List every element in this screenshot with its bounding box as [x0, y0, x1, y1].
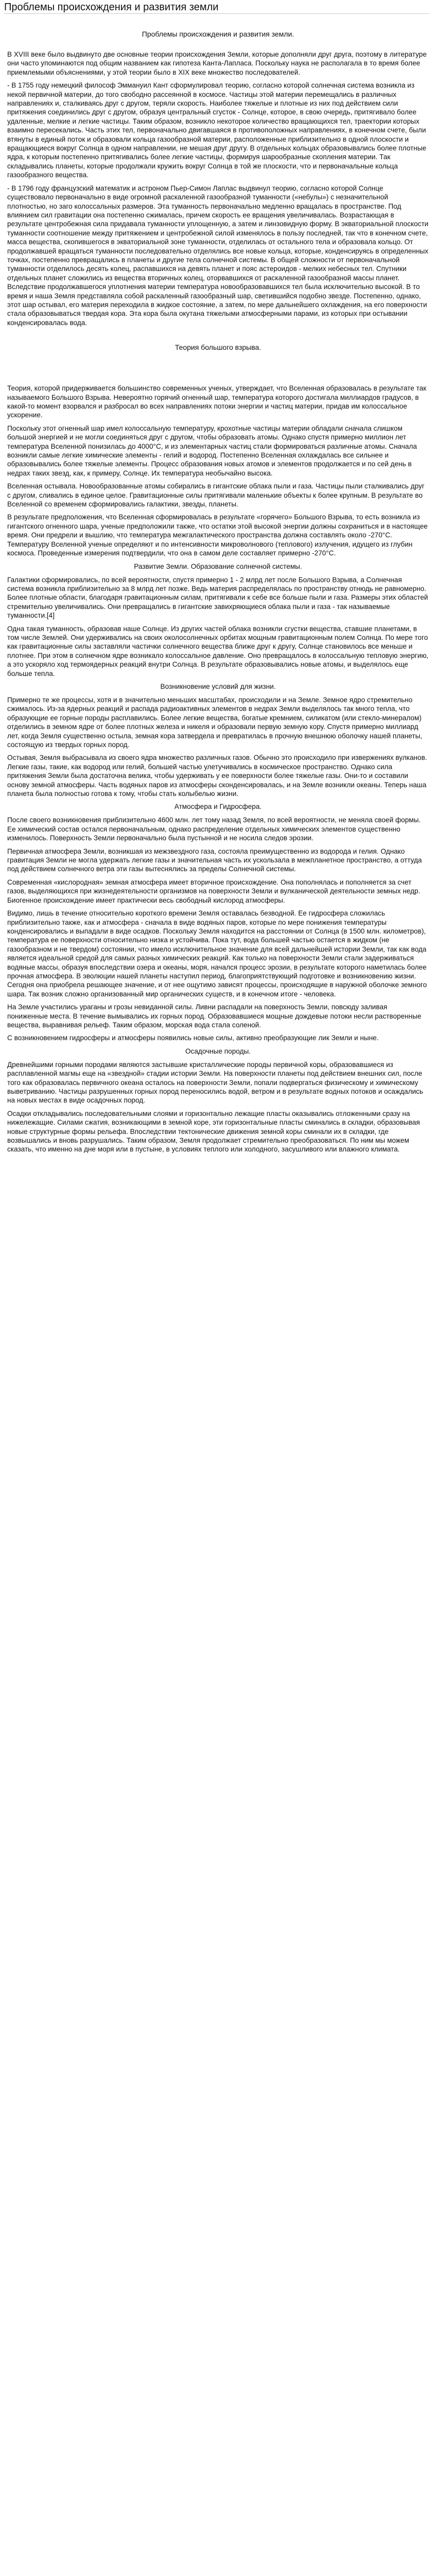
paragraph: Первичная атмосфера Земли, возникшая из межзвездного газа, состояла преимущественно из водорода и гелия. Однако гравитация Земли не могла удержать легкие газы и значительная часть их ускользала в межпланетное пространство, а оттуда под действием солнечного ветра эти газы вытеснялись за пределы Солнечной системы. — [7, 847, 422, 873]
section-origin-theories — [7, 29, 429, 327]
paragraph: Осадки откладывались последовательными слоями и горизонтально лежащие пласты оказывались отложенными сразу на нижележащие. Силами сжатия, возникающими в земной коре, эти горизонтальные пласты сминались в складки, образовывая новые структурные формы рельефа. Впоследствии тектонические движения земной коры сминали их в складки, где возвышались и вновь разрушались. Таким образом, Земля продолжает стремительно преобразоваться. По ним мы можем сказать, что именно на дне моря или в пустыне, в условиях теплого или холодного, засушливого или влажного климата. — [7, 1109, 420, 1154]
page-title: Проблемы происхождения и развития земли — [4, 1, 429, 14]
paragraph: - В 1755 году немецкий философ Эммануил Кант сформулировал теорию, согласно которой солнечная система возникла из некой первичной материи, до того свободно рассеянной в космосе. Частицы этой материи перемещались в различных направлениях и, сталкиваясь друг с другом, теряли скорость. Наиболее тяжелые и плотные из них под действием сили притяжения соединились друг с другом, образуя центральный сгусток - Солнце, которое, в свою очередь, притягивало более удаленные, мелкие и легкие частицы. Таким образом, возникло некоторое количество вращающихся тел, траектории которых взаимно пересекались. Часть этих тел, первоначально двигавшаяся в противоположных направлениях, в конечном счете, были втянуты в единый поток и образовали кольца газообразной материи, расположенные приблизительно в одной плоскости и вращающиеся вокруг Солнца в одном направлении, не мешая друг другу. В отдельных кольцах образовывались более плотные ядра, к которым постепенно притягивались более легкие частицы, формируя шарообразные скопления материи. Так складывались планеты, которые продолжали кружить вокруг Солнца в той же плоскости, что и первоначальные кольца газообразного вещества. — [7, 81, 427, 179]
section-life-conditions — [7, 682, 429, 798]
paragraph: Примерно те же процессы, хотя и в значительно меньших масштабах, происходили и на Земле. Земное ядро стремительно сжималось. Из-за ядерных реакций и распада радиоактивных элементов в недрах Земли выделялось так много тепла, что образующие ее горные породы расплавились. Более легкие вещества, богатые кремнием, силикатом (или стекло-минералом) отделились в земном ядре от более плотных железа и никеля и образовали первую земную кору. Спустя примерно миллиард лет, когда Земля существенно остыла, земная кора затвердела и превратилась в прочную внешнюю оболочку нашей планеты, состоящую из твердых горных пород. — [7, 696, 423, 749]
section-heading: Проблемы происхождения и развития земли. — [142, 30, 294, 38]
paragraph: Галактики сформировались, по всей вероятности, спустя примерно 1 - 2 млрд лет после Большого Взрыва, а Солнечная система возникла приблизительно за 8 млрд лет позже. Ведь материя распределялась по пространству отнюдь не равномерно. Более плотные области, благодаря гравитационным силам, притягивали к себе все больше пыли и газа. Размеры этих областей стремительно увеличивались. Они превращались в гигантские завихряющиеся облака пыли и газа - так называемые туманности.[4] — [7, 575, 428, 620]
paragraph: В XVIII веке было выдвинуто две основные теории происхождения Земли, которые дополняли друг друга, поэтому в литературе они часто упоминаются под общим названием как гипотеза Канта-Лапласа. Поскольку наука не располагала в то время более приемлемыми объяснениями, у этой теории было в XIX веке множество последователей. — [7, 50, 427, 76]
section-heading: Атмосфера и Гидросфера. — [174, 803, 262, 811]
document-page — [0, 1, 436, 1163]
section-sedimentary-rocks — [7, 1047, 429, 1154]
section-big-bang — [7, 343, 429, 557]
paragraph: Видимо, лишь в течение относительно короткого времени Земля оставалась безводной. Ее гидросфера сложилась приблизительно также, как и атмосфера - сначала в виде водяных паров, которые по мере понижения температуры конденсировались и выпадали в виде осадков. Поскольку Земля находится на расстоянии от Солнца (в 1500 млн. километров), температура ее поверхности относительно низка и устойчива. Пока тут, вода большей частью остается в жидком (не газообразном и не твердом) состоянии, что имело исключительное значение для всей дальнейшей истории Земли, так как вода является идеальной средой для самых разных химических реакций. Как только на поверхности Земли стали задерживаться водяные массы, образуя впоследствии озера и океаны, моря, начался процесс эрозии, в результате которого наметилась более прочная атмосфера. В эволюции нашей планеты наступил период, благоприятствующий подготовке и возникновению жизни. Сегодня она приобрела решающее значение, и от нее ощутимо зависят процессы, происходящие в наружной оболочке земного шара. Так возник сложно организованный мир органических существ, и в конечном итоге - человека. — [7, 909, 427, 998]
paragraph: С возникновением гидросферы и атмосферы появились новые силы, активно преобразующие лик Земли и ныне. — [7, 1034, 379, 1042]
section-heading: Теория большого взрыва. — [175, 343, 261, 352]
section-atmosphere-hydrosphere — [7, 802, 429, 1042]
paragraph: После своего возникновения приблизительно 4600 млн. лет тому назад Земля, по всей вероятности, не меняла своей формы. Ее химический состав остался первоначальным, однако распределение отдельных химических элементов существенно изменилось. Поверхность Земли первоначально была пустынной и не носила следов эрозии. — [7, 816, 421, 842]
paragraph: В результате предположения, что Вселенная сформировалась в результате «горячего» Большого Взрыва, то есть возникла из гигантского огненного шара, ученые предположили также, что остатки этой высокой энергии должны сохраниться и в настоящее время. Они предрели и вышлию, что температура межгалактического пространства должна составлять около -270°С. Температуру Вселенной ученые определяют и по интенсивности микроволнового (теплового) излучения, идущего из глубин космоса. Проведенные измерения подтвердили, что она в самом деле составляет примерно -270°С. — [7, 513, 428, 557]
paragraph: Поскольку этот огненный шар имел колоссальную температуру, крохотные частицы материи обладали сначала слишком большой энергией и не могли соединяться друг с другом, чтобы образовать атомы. Однако спустя примерно миллион лет температура Вселенной понизилась до 4000°С, и из элементарных частиц стали формироваться различные атомы. Сначала возникли самые легкие химические элементы - гелий и водород. Постепенно Вселенная охлаждалась все сильнее и образовывались более тяжелые элементы. Процесс образования новых атомов и элементов продолжается и по сей день в недрах таких звезд, как, к примеру, Солнце. Их температура необычайно высока. — [7, 424, 417, 477]
paragraph: Вселенная остывала. Новообразованные атомы собирались в гигантские облака пыли и газа. Частицы пыли сталкивались друг с другом, сливались в единое целое. Гравитационные силы притягивали маленькие объекты к более крупным. В результате во Вселенной со временем сформировались галактики, звезды, планеты. — [7, 482, 425, 509]
paragraph: Древнейшими горными породами являются застывшие кристаллические породы первичной коры, образовавшиеся из расплавленной магмы еще на «звездной» стадии истории Земли. На поверхности планеты под действием внешних сил, после того как образовалась первичного океана осталось на поверхности Земли, попали подвергаться физическому и химическому выветриванию. Частицы разрушенных горных пород переносились водой, ветром и в результате водных потоков и осаждались на новых местах в виде осадочных пород. — [7, 1060, 423, 1105]
paragraph: На Земле участились ураганы и грозы невиданной силы. Ливни распадали на поверхность Земли, повсюду заливая пониженные места. В течение вымывались их горных пород. Образовавшиеся мощные дождевые потоки несли растворенные вещества, выравнивая рельеф. Таким образом, морская вода стала соленой. — [7, 1003, 422, 1029]
section-heading: Осадочные породы. — [185, 1047, 251, 1055]
paragraph: Одна такая туманность, образовав наше Солнце. Из других частей облака возникли сгустки вещества, ставшие планетами, в том числе Землей. Они удерживались на своих околосолнечных орбитах мощным гравитационным полем Солнца. По мере того как гравитационные силы заставляли частички солнечного вещества ближе друг к другу, Солнце становилось все меньше и плотнее. При этом в солнечном ядре возникало колоссальное давление. Оно превращалось в колоссальную тепловую энергию, а это ускоряло ход термоядерных реакций внутри Солнца. В результате образовывались новые атомы, и выделялось еще больше тепла. — [7, 624, 429, 677]
paragraph: Современная «кислородная» земная атмосфера имеет вторичное происхождение. Она пополнялась и пополняется за счет газов, выделяющихся при жизнедеятельности организмов на поверхности Земли и вулканической деятельности земных недр. Биогенное происхождение имеет практически весь свободный кислород атмосферы. — [7, 878, 421, 904]
section-heading: Возникновение условий для жизни. — [160, 682, 276, 690]
paragraph: - В 1796 году французский математик и астроном Пьер-Симон Лаплас выдвинул теорию, согласно которой Солнце существовало первоначально в виде огромной раскаленной газообразной туманности («небулы») с незначительной плотностью, но заго колоссальных размеров. Эта туманность первоначально медленно вращалась в пространстве. Под влиянием сил гравитации она постепенно сжималась, причем скорость ее вращения увеличивалась. Возрастающая в результате центробежная сила придавала туманности уплощенную, а затем и линзовидную форму. В экваториальной плоскости туманности соотношение между притяжением и центробежной силой изменялось в пользу последней, так что в конечном счете, масса вещества, скопившегося в экваториальной зоне туманности, отделилась от остального тела и образовала кольцо. От продолжавшей вращаться туманности последовательно отделялись все новые кольца, которые, конденсируясь в определенных точках, постепенно превращались в планеты и другие тела солнечной системы. В общей сложности от первоначальной туманности отделилось десять колец, распавшихся на девять планет и пояс астероидов - мелких небесных тел. Спутники отдельных планет сложились из вещества вторичных колец, оторвавшихся от раскаленной газообразной массы планет. Вследствие продолжавшегося уплотнения материи температура новообразовавшихся тел была исключительно высокой. В то время и наша Земля представляла собой раскаленный газообразный шар, светившийся подобно звезде. Постепенно, однако, этот шар остывал, его материя переходила в жидкое состояние, а затем, по мере дальнейшего охлаждения, на его поверхности стала образовываться твердая кора. Эта кора была окутана тяжелыми атмосферными парами, из которых при остывании конденсировалась вода. — [7, 184, 429, 327]
paragraph: Остывая, Земля выбрасывала из своего ядра множество различных газов. Обычно это происходило при извержениях вулканов. Легкие газы, такие, как водород или гелий, большей частью улетучивались в космическое пространство. Однако сила притяжения Земли была достаточна велика, чтобы удерживать у ее поверхности более тяжелые газы. Они-то и составили основу земной атмосферы. Часть водяных паров из атмосферы сконденсировалась, и на Земле возникли океаны. Теперь наша планета была полностью готова к тому, чтобы стать колыбелью жизни. — [7, 754, 427, 798]
section-solar-system — [7, 562, 429, 678]
section-heading: Развитие Земли. Образование солнечной системы. — [134, 562, 302, 570]
spacer — [7, 363, 429, 384]
paragraph: Теория, которой придерживается большинство современных ученых, утверждает, что Вселенная образовалась в результате так называемого Большого Взрыва. Невероятно горячий огненный шар, температура которого достигала миллиардов градусов, в какой-то момент взорвался и разбросал во всех направлениях потоки энергии и частиц материи, придав им колоссальное ускорение. — [7, 384, 427, 419]
